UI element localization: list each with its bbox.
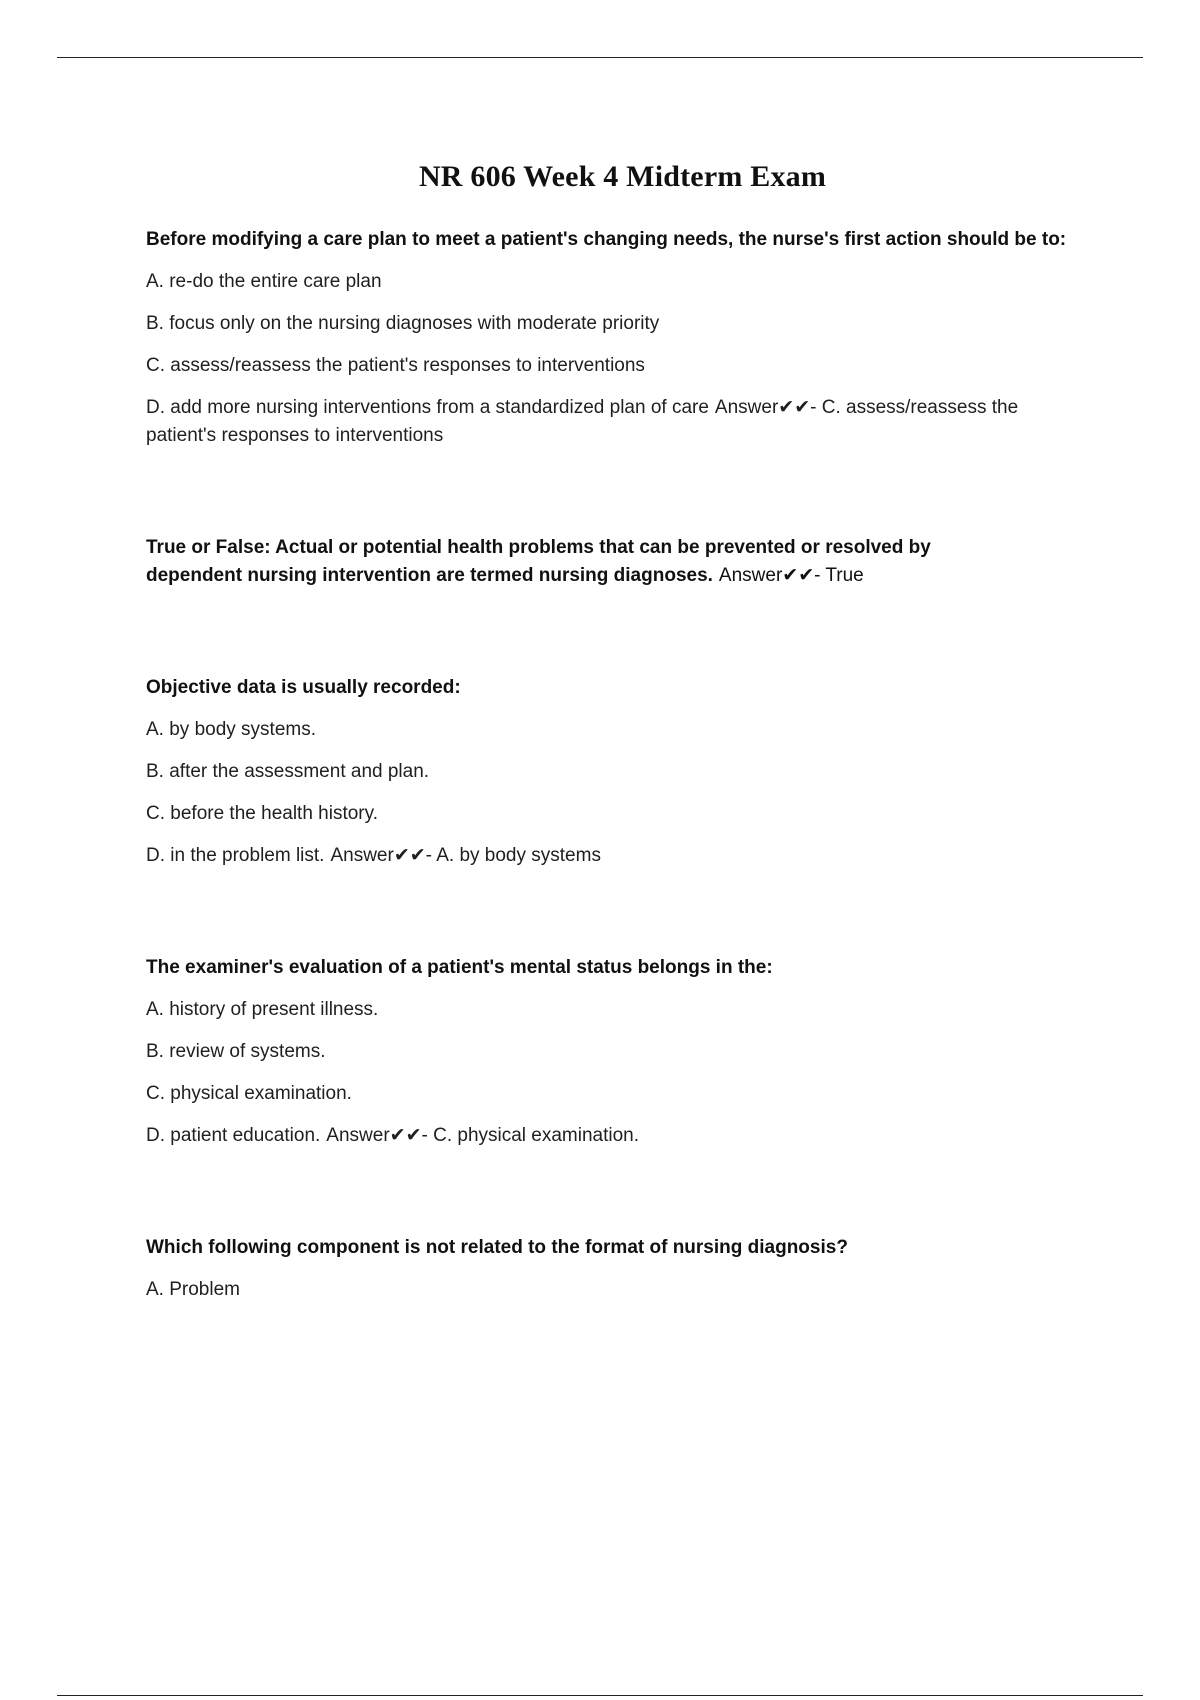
option-c: C. before the health history.: [146, 803, 378, 824]
question-prompt: The examiner's evaluation of a patient's mental status belongs in the:: [146, 957, 773, 978]
option-c: C. physical examination.: [146, 1083, 352, 1104]
question-block-3: [146, 674, 1086, 870]
question-prompt: True or False: Actual or potential health problems that can be prevented or resolved by dependent nursing intervention are termed nursing diagnoses.: [146, 537, 931, 586]
option-b: B. after the assessment and plan.: [146, 761, 430, 782]
question-block-5: [146, 1234, 1086, 1304]
top-rule: [57, 57, 1143, 58]
option-d-with-answer: [146, 842, 1086, 870]
option-c: C. assess/reassess the patient's responses to interventions: [146, 355, 645, 376]
option-b: B. focus only on the nursing diagnoses with moderate priority: [146, 313, 660, 334]
option-d: D. in the problem list.: [146, 845, 325, 866]
option-a: A. by body systems.: [146, 719, 317, 740]
option-a: A. re-do the entire care plan: [146, 271, 382, 292]
exam-content: [146, 226, 1086, 1366]
option-d-with-answer: [146, 1122, 1086, 1150]
question-prompt: Which following component is not related to the format of nursing diagnosis?: [146, 1237, 848, 1258]
answer-text: Answer✔✔- C. assess/reassess the patient's responses to interventions: [146, 397, 1019, 446]
option-d: D. patient education.: [146, 1125, 321, 1146]
page-title: NR 606 Week 4 Midterm Exam: [418, 160, 827, 193]
question-block-4: [146, 954, 1086, 1150]
question-prompt-with-answer: [146, 534, 946, 590]
answer-text: Answer✔✔- C. physical examination.: [326, 1125, 640, 1146]
bottom-rule: [57, 1695, 1143, 1696]
question-block-1: [146, 226, 1086, 450]
question-prompt: Objective data is usually recorded:: [146, 677, 461, 698]
answer-text: Answer✔✔- True: [718, 565, 864, 586]
option-d: D. add more nursing interventions from a standardized plan of care: [146, 397, 709, 418]
answer-text: Answer✔✔- A. by body systems: [330, 845, 601, 866]
option-b: B. review of systems.: [146, 1041, 326, 1062]
option-d-with-answer: [146, 394, 1086, 450]
option-a: A. history of present illness.: [146, 999, 379, 1020]
question-block-2: [146, 534, 1086, 590]
option-a: A. Problem: [146, 1279, 240, 1300]
question-prompt: Before modifying a care plan to meet a patient's changing needs, the nurse's first action should be to:: [146, 229, 1067, 250]
